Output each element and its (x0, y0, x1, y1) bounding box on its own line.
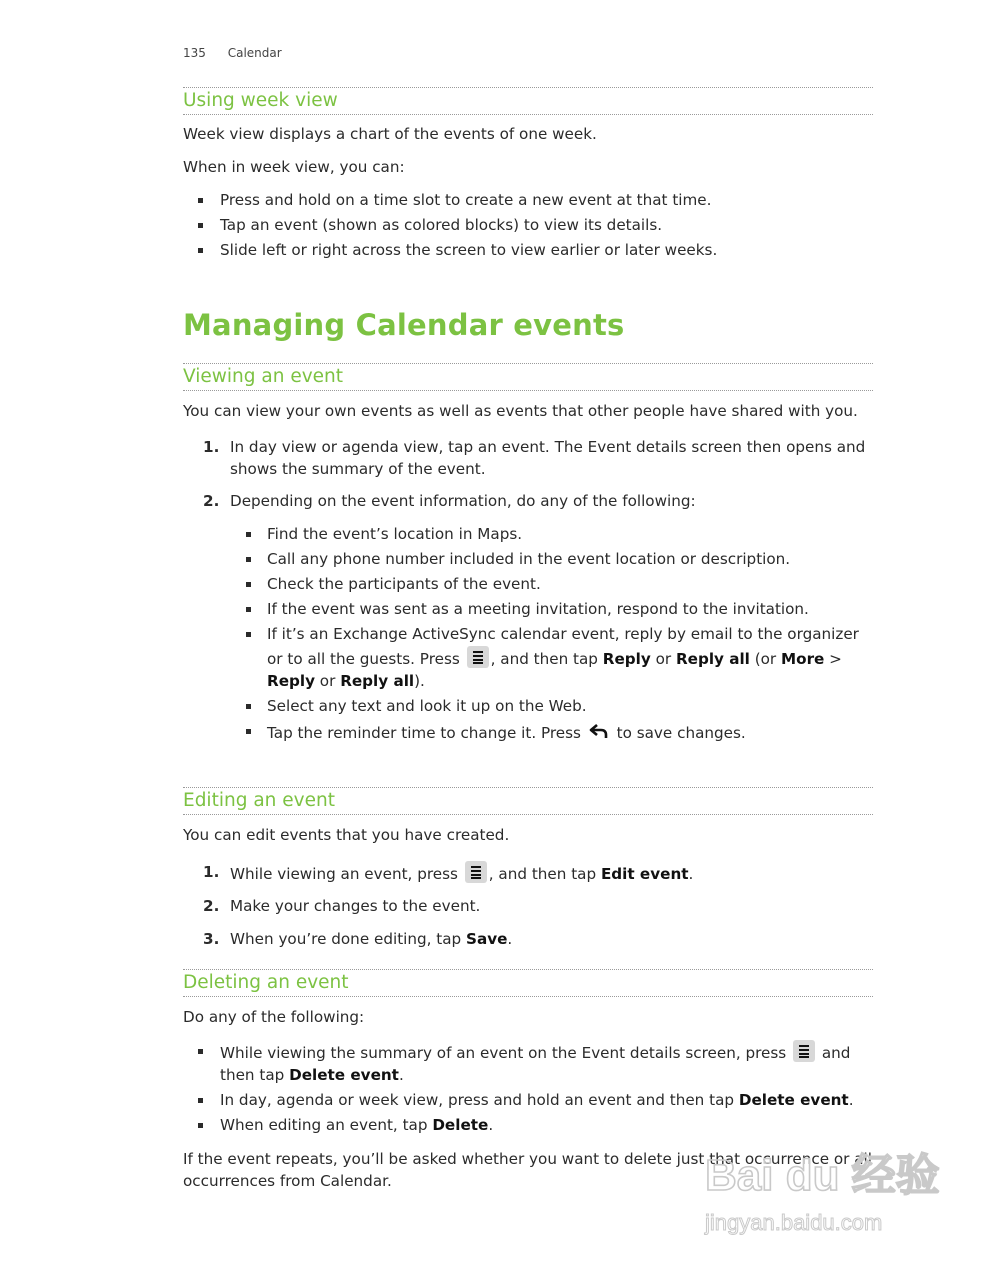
divider (183, 996, 873, 997)
list-item (183, 1089, 873, 1112)
text: While viewing an event, press (230, 864, 463, 883)
text: > (824, 649, 842, 668)
step-number: 2. (203, 897, 220, 915)
text: While viewing the summary of an event on the Event details screen, press (220, 1043, 792, 1062)
ui-label-reply: Reply (267, 672, 315, 690)
section-deleting (183, 969, 873, 1193)
list-item (183, 928, 873, 951)
list-item (183, 623, 873, 693)
divider (183, 390, 873, 391)
list-item (183, 1040, 873, 1087)
text: . (848, 1091, 854, 1109)
text: . (688, 864, 694, 883)
list-item (183, 720, 873, 745)
numbered-list (183, 861, 873, 951)
page-number: 135 (183, 46, 206, 60)
sub-bullet-list (183, 523, 873, 745)
ui-label-delete: Delete (432, 1116, 489, 1134)
paragraph: You can view your own events as well as events that other people have shared with you. (183, 402, 858, 420)
chapter-heading: Managing Calendar events (183, 308, 625, 342)
step-number: 3. (203, 929, 220, 948)
text: . (398, 1066, 404, 1084)
section-heading: Editing an event (183, 790, 335, 811)
step-text: Depending on the event information, do any of the following: (230, 491, 696, 510)
divider (183, 814, 873, 815)
list-item: Tap an event (shown as colored blocks) to view its details. (183, 214, 873, 237)
paragraph: Week view displays a chart of the events of one week. (183, 125, 597, 143)
ui-label-edit-event: Edit event (600, 864, 689, 883)
text: If it’s an Exchange ActiveSync calendar event, reply by email to the organizer or to all the guests. Press (267, 625, 859, 668)
text: , and then tap (488, 864, 601, 883)
step-text: Make your changes to the event. (230, 897, 481, 915)
list-item: If the event was sent as a meeting invitation, respond to the invitation. (183, 598, 873, 621)
list-item (183, 436, 873, 481)
paragraph: You can edit events that you have created. (183, 826, 510, 844)
text: or (314, 672, 341, 690)
menu-icon (465, 861, 487, 883)
text: (or (749, 649, 782, 668)
ui-label-reply-all: Reply all (340, 672, 415, 690)
text: When editing an event, tap (220, 1116, 433, 1134)
list-item: Slide left or right across the screen to view earlier or later weeks. (183, 239, 873, 262)
section-editing (183, 787, 873, 950)
step-text: In day view or agenda view, tap an event. The Event details screen then opens and shows the summary of the event. (230, 437, 866, 478)
watermark-brand: Bai du 经验 (705, 1151, 940, 1200)
text: When you’re done editing, tap (230, 929, 467, 948)
text: . (507, 929, 513, 948)
back-icon (588, 720, 610, 742)
text: and then tap (220, 1043, 851, 1084)
text: or (650, 649, 676, 668)
section-heading: Viewing an event (183, 366, 344, 387)
page-header (183, 46, 282, 60)
list-item (183, 490, 873, 513)
list-item: Call any phone number included in the event location or description. (183, 548, 873, 571)
ui-label-reply: Reply (602, 649, 651, 668)
list-item: Find the event’s location in Maps. (183, 523, 873, 546)
ui-label-delete-event: Delete event (738, 1091, 849, 1109)
list-item (183, 1114, 873, 1137)
list-item: Select any text and look it up on the Web. (183, 695, 873, 718)
chapter-title: Calendar (227, 46, 282, 60)
ui-label-save: Save (466, 929, 508, 948)
text: . (488, 1116, 494, 1134)
text: , and then tap (490, 649, 603, 668)
paragraph: When in week view, you can: (183, 157, 405, 176)
paragraph: If the event repeats, you’ll be asked whether you want to delete just that occurrence or all occurrences from Calendar. (183, 1149, 872, 1190)
text: ). (414, 672, 425, 690)
list-item (183, 861, 873, 886)
text: In day, agenda or week view, press and hold an event and then tap (220, 1091, 739, 1109)
text: Tap the reminder time to change it. Press (267, 724, 586, 742)
section-viewing (183, 363, 873, 747)
list-item: Press and hold on a time slot to create a new event at that time. (183, 189, 873, 212)
section-heading: Deleting an event (183, 972, 349, 993)
watermark-url: jingyan.baidu.com (705, 1210, 883, 1235)
step-number: 1. (203, 437, 220, 456)
ui-label-reply-all: Reply all (675, 649, 750, 668)
numbered-list (183, 436, 873, 513)
step-number: 2. (203, 491, 220, 510)
menu-icon (793, 1040, 815, 1062)
bullet-list (183, 1040, 873, 1137)
section-heading: Using week view (183, 90, 338, 111)
list-item: Check the participants of the event. (183, 573, 873, 596)
menu-icon (467, 646, 489, 668)
paragraph: Do any of the following: (183, 1008, 365, 1026)
step-number: 1. (203, 862, 220, 881)
ui-label-more: More (781, 649, 825, 668)
divider (183, 114, 873, 115)
ui-label-delete-event: Delete event (289, 1066, 399, 1084)
bullet-list (183, 189, 873, 262)
text: to save changes. (611, 724, 746, 742)
list-item (183, 895, 873, 918)
section-week-view (183, 87, 873, 264)
